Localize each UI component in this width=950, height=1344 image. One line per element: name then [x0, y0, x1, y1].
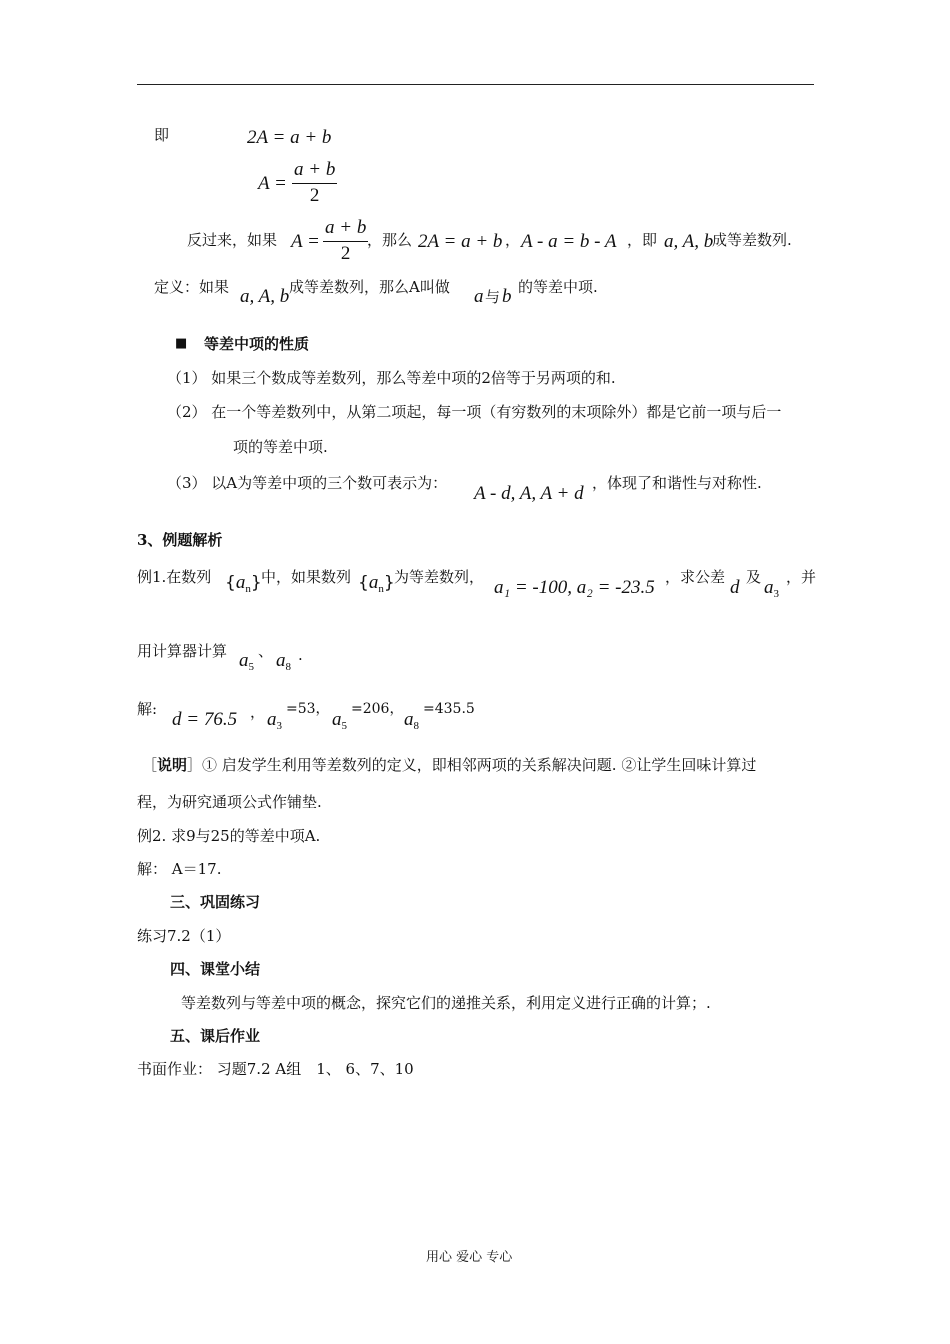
property-3-prefix: （3） 以A为等差中项的三个数可表示为：	[167, 474, 448, 492]
sol-a5-letter: a	[332, 709, 342, 730]
fraction-denominator: 2	[309, 184, 320, 206]
solution1-d: d = 76.5	[172, 709, 238, 730]
example1-mid2: 为等差数列，	[394, 568, 485, 586]
example1-bing: ，并	[786, 568, 817, 586]
note-label: 说明	[157, 756, 188, 774]
note-line2: 程，为研究通项公式作铺垫.	[137, 793, 322, 811]
reverse-fraction-bar	[323, 241, 368, 242]
definition-mid: 成等差数列，那么A叫做	[289, 278, 450, 296]
seq-a-2: a	[368, 572, 379, 593]
a3-letter: a	[764, 577, 774, 598]
reverse-eq2: A - a = b - A	[521, 231, 617, 252]
page-footer: 用心 爱心 专心	[426, 1250, 513, 1265]
reverse-vars: a, A, b	[664, 231, 714, 252]
solution1-comma: ，	[250, 703, 266, 721]
reverse-prefix: 反过来，如果	[187, 231, 278, 249]
definition-yu: 与	[485, 288, 501, 306]
section-homework-body: 书面作业： 习题7.2 A组 1、 6、7、10	[137, 1060, 414, 1078]
sol-a3-letter: a	[267, 709, 277, 730]
seq-a: a	[235, 572, 246, 593]
note-bracket-left: ［	[142, 756, 158, 774]
properties-heading: 等差中项的性质	[204, 335, 310, 353]
definition-vars: a, A, b	[240, 286, 290, 307]
property-1: （1） 如果三个数成等差数列，那么等差中项的2倍等于另两项的和.	[167, 369, 616, 387]
a8-letter: a	[276, 650, 286, 671]
examples-heading: 3、例题解析	[137, 531, 223, 549]
property-2-line2: 项的等差中项.	[233, 438, 328, 456]
example1-dot: .	[298, 646, 303, 664]
property-3-expression: A - d, A, A + d	[474, 483, 584, 504]
solution1-a8: $a_8$	[404, 709, 419, 732]
example1-seq-an: $\{a_n\}$	[225, 572, 262, 595]
equation-2a: 2A = a + b	[247, 127, 332, 148]
note-text: ］① 启发学生利用等差数列的定义，即相邻两项的关系解决问题. ②让学生回味计算过	[187, 756, 757, 774]
sol-a8-letter: a	[404, 709, 414, 730]
fraction-bar	[292, 183, 337, 184]
example1-ji: 及	[746, 568, 762, 586]
reverse-tail: 成等差数列.	[712, 231, 792, 249]
definition-b: b	[502, 286, 512, 307]
fraction-a-plus-b-over-2	[292, 160, 337, 207]
example2: 例2. 求9与25的等差中项A.	[137, 827, 321, 845]
section-summary-body: 等差数列与等差中项的概念，探究它们的递推关系，利用定义进行正确的计算；.	[181, 994, 711, 1012]
example1-line2: 用计算器计算	[137, 642, 228, 660]
reverse-comma: ，	[505, 231, 521, 249]
solution1-a5-value: =206，	[351, 701, 404, 717]
example1-ask: ，求公差	[665, 568, 726, 586]
example1-a3: $a_3$	[764, 577, 779, 600]
property-2-line1: （2） 在一个等差数列中，从第二项起，每一项（有穷数列的末项除外）都是它前一项与后一	[167, 403, 782, 421]
ji-label: 即	[154, 126, 170, 144]
note-line1	[142, 758, 756, 773]
fraction-numerator: a + b	[294, 159, 336, 180]
example1-a8: $a_8$	[276, 650, 291, 673]
square-bullet-icon: ■	[175, 336, 188, 351]
solution1-a3-value: =53，	[286, 701, 330, 717]
example1-mid: 中，如果数列	[261, 568, 352, 586]
example2-solution: 解： A＝17.	[137, 860, 222, 878]
example1-dun: 、	[258, 642, 274, 660]
property-3-tail: ，体现了和谐性与对称性.	[592, 474, 762, 492]
reverse-mid2: ，即	[627, 231, 658, 249]
example1-d: d	[730, 577, 740, 598]
reverse-fraction-numerator: a + b	[325, 217, 367, 238]
definition-prefix: 定义：如果	[154, 278, 230, 296]
definition-a: a	[474, 286, 484, 307]
example1-prefix: 例1.在数列	[137, 568, 212, 586]
header-rule	[137, 84, 814, 85]
solution1-a8-value: =435.5	[423, 701, 475, 717]
section-homework-heading: 五、课后作业	[170, 1027, 261, 1045]
solution1-label: 解:	[137, 700, 158, 718]
solution1-a3: $a_3$	[267, 709, 282, 732]
section-practice-heading: 三、巩固练习	[170, 893, 261, 911]
section-practice-body: 练习7.2（1）	[137, 927, 231, 945]
example1-seq-an-2: $\{a_n\}$	[358, 572, 395, 595]
example1-a5: $a_5$	[239, 650, 254, 673]
a5-letter: a	[239, 650, 249, 671]
equation-a-lhs: A =	[258, 173, 287, 194]
reverse-fraction	[323, 218, 368, 265]
section-summary-heading: 四、课堂小结	[170, 960, 261, 978]
reverse-mid1: ，那么	[367, 231, 413, 249]
reverse-fraction-denominator: 2	[340, 242, 351, 264]
solution1-a5: $a_5$	[332, 709, 347, 732]
reverse-eq1: 2A = a + b	[418, 231, 503, 252]
reverse-lhs: A =	[291, 231, 320, 252]
definition-tail: 的等差中项.	[518, 278, 598, 296]
example1-condition: a₁ = -100, a₂ = -23.5	[494, 577, 655, 598]
